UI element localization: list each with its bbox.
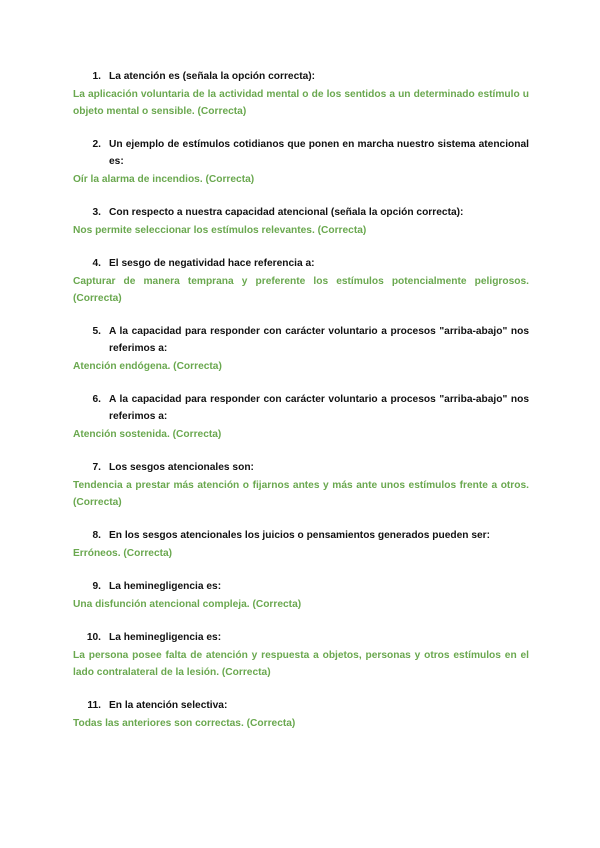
question-number: 4.: [92, 258, 101, 269]
question-number: 6.: [92, 394, 101, 405]
question: [73, 459, 529, 476]
answer-text: Erróneos. (Correcta): [73, 548, 173, 559]
answer-text: Todas las anteriores son correctas. (Correcta): [73, 718, 296, 729]
answer-text: Atención sostenida. (Correcta): [73, 429, 222, 440]
quiz-item-1: [73, 68, 529, 120]
question: [73, 629, 529, 646]
quiz-item-5: [73, 323, 529, 375]
question: [73, 527, 529, 544]
answer-text: Capturar de manera temprana y preferente los estímulos potencialmente peligrosos. (Correcta): [73, 276, 529, 304]
question-text: En los sesgos atencionales los juicios o pensamientos generados pueden ser:: [109, 530, 491, 541]
quiz-item-8: [73, 527, 529, 562]
question-number: 7.: [92, 462, 101, 473]
question: [73, 255, 529, 272]
answer-text: Atención endógena. (Correcta): [73, 361, 222, 372]
question-text: El sesgo de negatividad hace referencia a:: [109, 258, 315, 269]
question-text: En la atención selectiva:: [109, 700, 228, 711]
question: [73, 323, 529, 357]
question: [73, 136, 529, 170]
question: [73, 697, 529, 714]
quiz-item-11: [73, 697, 529, 732]
answer-text: Nos permite seleccionar los estímulos relevantes. (Correcta): [73, 225, 367, 236]
quiz-item-4: [73, 255, 529, 307]
answer-text: La persona posee falta de atención y respuesta a objetos, personas y otros estímulos en el lado contralateral de la lesión. (Correcta): [73, 650, 529, 678]
question: [73, 204, 529, 221]
question: [73, 68, 529, 85]
question-text: La atención es (señala la opción correcta):: [109, 71, 316, 82]
question-text: La heminegligencia es:: [109, 632, 222, 643]
answer-text: Una disfunción atencional compleja. (Correcta): [73, 599, 302, 610]
quiz-item-7: [73, 459, 529, 511]
question-number: 5.: [92, 326, 101, 337]
quiz-item-2: [73, 136, 529, 188]
question-number: 10.: [86, 632, 101, 643]
question-text: A la capacidad para responder con carácter voluntario a procesos "arriba-abajo" nos referimos a:: [109, 326, 529, 354]
quiz-item-3: [73, 204, 529, 239]
question-number: 9.: [92, 581, 101, 592]
question-number: 1.: [92, 71, 101, 82]
question: [73, 391, 529, 425]
question-number: 11.: [87, 700, 101, 711]
quiz-item-6: [73, 391, 529, 443]
answer-text: Tendencia a prestar más atención o fijarnos antes y más ante unos estímulos frente a otros. (Correcta): [73, 480, 529, 508]
question: [73, 578, 529, 595]
quiz-item-10: [73, 629, 529, 681]
question-number: 8.: [92, 530, 101, 541]
question-number: 2.: [92, 139, 101, 150]
question-text: Los sesgos atencionales son:: [109, 462, 254, 473]
question-text: Con respecto a nuestra capacidad atencional (señala la opción correcta):: [109, 207, 464, 218]
question-text: A la capacidad para responder con carácter voluntario a procesos "arriba-abajo" nos referimos a:: [109, 394, 529, 422]
quiz-list: [73, 68, 529, 748]
question-text: La heminegligencia es:: [109, 581, 222, 592]
question-number: 3.: [92, 207, 101, 218]
quiz-item-9: [73, 578, 529, 613]
question-text: Un ejemplo de estímulos cotidianos que ponen en marcha nuestro sistema atencional es:: [109, 139, 529, 167]
answer-text: La aplicación voluntaria de la actividad mental o de los sentidos a un determinado estímulo u objeto mental o sensible. (Correcta): [73, 89, 529, 117]
answer-text: Oír la alarma de incendios. (Correcta): [73, 174, 255, 185]
